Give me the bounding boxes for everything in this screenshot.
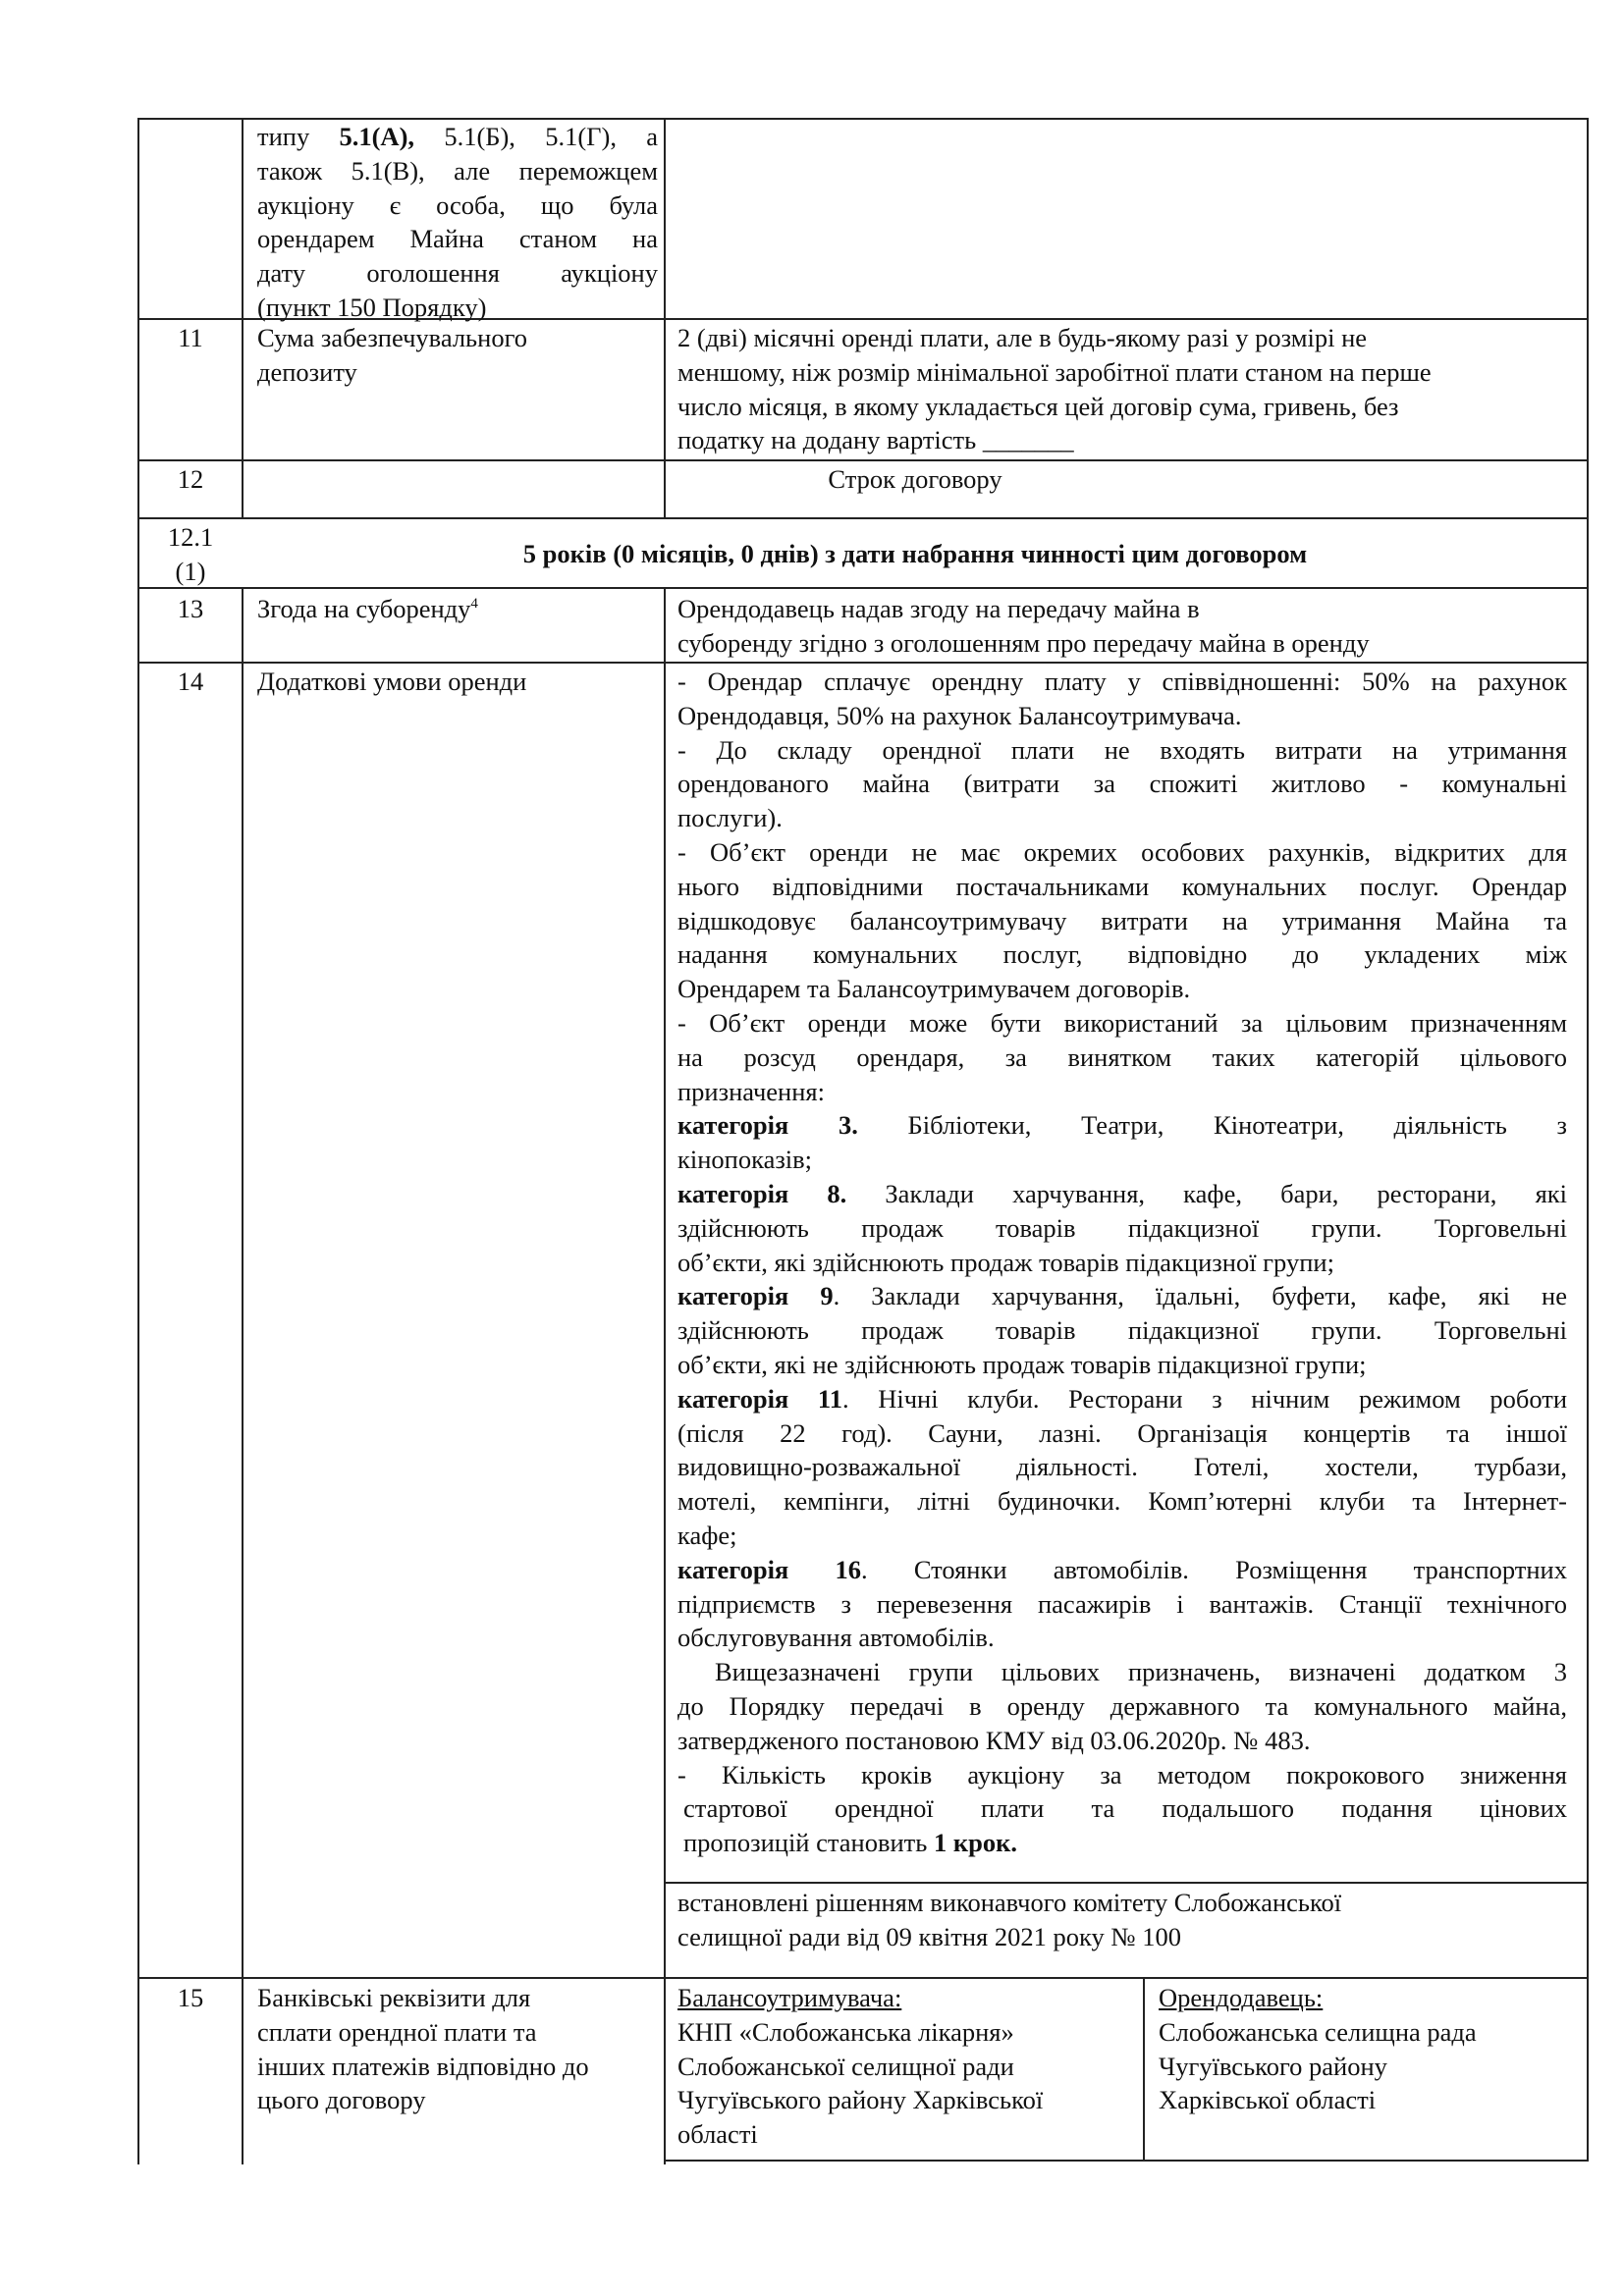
row-divider: [137, 1977, 1589, 1979]
text-line: селищної ради від 09 квітня 2021 року № 100: [677, 1921, 1181, 1951]
row-14-decision-ref: [677, 1886, 1581, 1954]
text-line: стартової орендної плати та подальшого подання цінових: [683, 1793, 1567, 1824]
row-divider: [137, 587, 1589, 589]
text-line: надання комунальних послуг, відповідно до укладених між: [677, 939, 1567, 970]
text-line: Харківської області: [1159, 2085, 1377, 2115]
bold-run: категорія 3.: [677, 1110, 858, 1141]
row-number: 14: [177, 667, 204, 696]
text-line: - Об’єкт оренди не має окремих особових рахунків, відкритих для: [677, 836, 1567, 867]
footnote-marker: 4: [470, 596, 478, 612]
text-line: орендарем Майна станом на: [257, 224, 658, 254]
contract-term: [244, 537, 1587, 571]
text-line: [257, 120, 658, 154]
balance-holder-heading: Балансоутримувача:: [677, 1983, 902, 2012]
text-line: суборенду згідно з оголошенням про передачу майна в оренду: [677, 627, 1370, 658]
text-line: Слобожанської селищної ради: [677, 2051, 1014, 2081]
text-line: Банківські реквізити для: [257, 1983, 531, 2012]
row-11-value: [677, 321, 1581, 457]
column-divider: [664, 587, 666, 2164]
text-line: податку на додану вартість _______: [677, 425, 1074, 455]
text-line: 2 (дві) місячні оренді плати, але в будь-якому разі у розмірі не: [677, 323, 1368, 352]
text-line: Чугуївського району: [1159, 2051, 1387, 2081]
column-divider: [242, 587, 244, 2164]
lessor-details: [1159, 1981, 1581, 2117]
text-line: (1): [175, 556, 206, 586]
text-run: Згода на суборенду: [257, 594, 471, 623]
text-line: [677, 1279, 1567, 1313]
text-line: області: [677, 2119, 758, 2150]
bold-run: 5.1(А),: [339, 122, 415, 151]
text-line: - Орендар сплачує орендну плату у співвідношенні: 50% на рахунок: [677, 667, 1567, 696]
column-divider: [1143, 1977, 1145, 2161]
text-line: меншому, ніж розмір мінімальної заробітної плати станом на перше: [677, 356, 1432, 387]
row-number: 15: [177, 1983, 204, 2012]
text-line: дату оголошення аукціону: [257, 258, 658, 289]
text-line: підприємств з перевезення пасажирів і вантажів. Станції технічного: [677, 1588, 1567, 1619]
text-line: затвердженого постановою КМУ від 03.06.2020р. № 483.: [677, 1725, 1311, 1755]
text-line: видовищно-розважальної діяльності. Готелі, хостели, турбази,: [677, 1452, 1567, 1482]
text-line: сплати орендної плати та: [257, 2016, 537, 2047]
bold-run: категорія 9: [677, 1281, 834, 1311]
text-line: інших платежів відповідно до: [257, 2051, 589, 2081]
text-line: [677, 1553, 1567, 1587]
text-run: . Стоянки автомобілів. Розміщення транспортних: [860, 1554, 1567, 1584]
text-line: на розсуд орендаря, за винятком таких категорій цільового: [677, 1041, 1567, 1072]
text-line: Орендодавець надав згоду на передачу майна в: [677, 594, 1200, 623]
text-line: також 5.1(В), але переможцем: [257, 155, 658, 186]
text-line: цього договору: [257, 2085, 426, 2115]
text-line: кінопоказів;: [677, 1145, 813, 1175]
text-line: аукціону є особа, що була: [257, 189, 658, 220]
text-run: Бібліотеки, Театри, Кінотеатри, діяльність з: [857, 1110, 1567, 1141]
column-divider: [242, 118, 244, 517]
row-12-title: Строк договору: [828, 464, 1002, 494]
text-line: [677, 1826, 1567, 1860]
table-border-bottom: [664, 2160, 1589, 2162]
text-line: обслуговування автомобілів.: [677, 1623, 995, 1653]
text-line: кафе;: [677, 1520, 737, 1550]
text-line: здійснюють продаж товарів підакцизної групи. Торговельні: [677, 1212, 1567, 1243]
text-line: Сума забезпечувального: [257, 323, 528, 352]
row-14-value: [677, 665, 1567, 1860]
row-divider: [137, 662, 1589, 664]
text-line: об’єкти, які здійснюють продаж товарів підакцизної групи;: [677, 1247, 1334, 1277]
text-line: (пункт 150 Порядку): [257, 292, 487, 322]
text-line: - До складу орендної плати не входять витрати на утримання: [677, 734, 1567, 765]
row-11-label: [257, 321, 658, 390]
text-line: орендованого майна (витрати за спожиті житлово - комунальні: [677, 769, 1567, 799]
text-line: об’єкти, які не здійснюють продаж товарів підакцизної групи;: [677, 1349, 1367, 1379]
table-border-right: [1587, 118, 1589, 2162]
text-run: . Заклади харчування, їдальні, буфети, кафе, які не: [833, 1281, 1567, 1311]
text-line: - Кількість кроків аукціону за методом покрокового зниження: [677, 1759, 1567, 1789]
row-10-label: [257, 120, 658, 325]
row-number: 11: [178, 323, 203, 352]
column-divider: [664, 118, 666, 517]
text-run: Заклади харчування, кафе, бари, ресторани, які: [846, 1178, 1567, 1208]
row-number: 13: [177, 594, 204, 623]
bold-run: категорія 8.: [677, 1178, 847, 1208]
row-divider: [137, 459, 1589, 461]
balance-holder-details: [677, 1981, 1139, 2152]
row-13-label: [257, 592, 658, 626]
text-line: [677, 1108, 1567, 1143]
text-line: встановлені рішенням виконавчого комітету Слобожанської: [677, 1888, 1342, 1917]
cell-divider: [664, 1882, 1589, 1884]
text-line: [677, 1382, 1567, 1416]
text-line: нього відповідними постачальниками комунальних послуг. Орендар: [677, 871, 1567, 901]
text-line: Вищезазначені групи цільових призначень, визначені додатком 3: [715, 1657, 1567, 1687]
text-line: КНП «Слобожанська лікарня»: [677, 2016, 1014, 2047]
text-line: [677, 1177, 1567, 1211]
text-line: мотелі, кемпінги, літні будиночки. Комп’ютерні клуби та Інтернет-: [677, 1486, 1567, 1517]
text-run: 5.1(Б), 5.1(Г), а: [414, 122, 658, 151]
text-run: типу: [257, 122, 340, 151]
text-line: до Порядку передачі в оренду державного та комунального майна,: [677, 1690, 1567, 1721]
bold-run: 1 крок.: [933, 1828, 1017, 1858]
text-line: здійснюють продаж товарів підакцизної групи. Торговельні: [677, 1315, 1567, 1346]
text-line: Слобожанська селищна рада: [1159, 2016, 1477, 2047]
text-line: число місяця, в якому укладається цей договір сума, гривень, без: [677, 391, 1399, 421]
bold-run: категорія 11: [677, 1383, 842, 1414]
lessor-heading: Орендодавець:: [1159, 1983, 1324, 2012]
text-line: відшкодовує балансоутримувачу витрати на утримання Майна та: [677, 905, 1567, 935]
text-run: пропозицій становить: [683, 1828, 934, 1858]
bold-run: 5 років (0 місяців, 0 днів) з дати набрання чинності цим договором: [522, 539, 1308, 568]
text-line: послуги).: [677, 803, 783, 833]
text-line: призначення:: [677, 1076, 825, 1106]
text-line: - Об’єкт оренди може бути використаний за цільовим призначенням: [677, 1007, 1567, 1038]
text-line: Чугуївського району Харківської: [677, 2085, 1044, 2115]
row-15-label: [257, 1981, 658, 2117]
text-line: Орендарем та Балансоутримувачем договорів.: [677, 974, 1191, 1004]
row-14-label: Додаткові умови оренди: [257, 667, 527, 696]
text-line: 12.1: [167, 522, 214, 552]
text-line: депозиту: [257, 356, 357, 387]
row-13-value: [677, 592, 1581, 661]
row-number: [139, 520, 242, 589]
row-divider: [137, 517, 1589, 519]
bold-run: категорія 16: [677, 1554, 861, 1584]
text-line: (після 22 год). Сауни, лазні. Організація концертів та іншої: [677, 1417, 1567, 1448]
text-line: Орендодавця, 50% на рахунок Балансоутримувача.: [677, 700, 1242, 730]
text-run: . Нічні клуби. Ресторани з нічним режимом роботи: [841, 1383, 1568, 1414]
row-number: 12: [177, 464, 204, 494]
table-border-left: [137, 118, 139, 2164]
